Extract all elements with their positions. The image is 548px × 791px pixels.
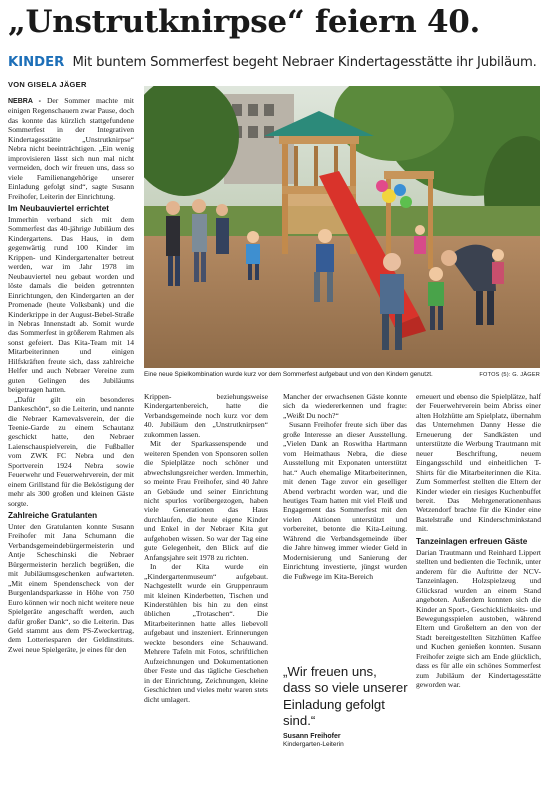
caption-text: Eine neue Spielkombination wurde kurz vor dem Sommerfest aufgebaut und von den Kindern genutzt. <box>144 371 433 378</box>
subheadline-line <box>8 54 543 72</box>
article-column-2 <box>144 392 268 704</box>
article-column-3 <box>283 392 407 581</box>
dateline: NEBRA - <box>8 98 41 105</box>
photo-credit: FOTOS (5): G. JÄGER <box>479 372 540 378</box>
subheading-neubauviertel: Im Neubauviertel errichtet <box>8 203 110 213</box>
quote-text: „Wir freuen uns, dass so viele unserer Einladung gefolgt sind.“ <box>283 664 408 729</box>
photo-caption <box>144 370 540 380</box>
paragraph: Krippen- beziehungsweise Kindergartenbereich, hatte die Verbandsgemeinde noch kurz vor dem 40. Jubiläum den „Unstrutknirpsen“ zukommen lassen. <box>144 392 268 439</box>
subheading-gratulanten: Zahlreiche Gratulanten <box>8 511 98 521</box>
headline: „Unstrutknirpse“ feiern 40. <box>8 4 481 40</box>
paragraph: Darian Trautmann und Reinhard Lippert stellten und bedienten die Technik, unter anderem für die Auftritte der NCV-Tanzeinlagen. Holzspielzeug und Glücksrad wurden an einem Stand angeboten. Außerdem konnten sich die Kinder an Sport-, Geschicklichkeits- und Bewegungsspielen austoben, während Eltern und Großeltern an den von der Stadt bereitgestellten Sitzhütten Kaffee und Kuchen genießen konnten. Susann Freihofer zeigte sich am Ende glücklich, dass es für alle ein schönes Sommerfest zum Jubiläum der Kindertagesstätte geworden war. <box>416 547 541 690</box>
paragraph: Mancher der erwachsenen Gäste konnte sich da wiedererkennen und fragte: „Weißt Du noch?“ <box>283 392 407 420</box>
subheadline: Mit buntem Sommerfest begeht Nebraer Kindertagesstätte ihr Jubiläum. <box>72 55 537 70</box>
section-kicker: KINDER <box>8 55 65 70</box>
playground-photo <box>144 86 540 368</box>
quote-author: Susann Freihofer <box>283 732 341 740</box>
paragraph: In der Kita wurde ein „Kindergartenmuseum“ aufgebaut. Nachgestellt wurde ein Gruppenraum mit kleinen Kinderbetten, Tischen und Kinderstühlen bis hin zu den einst üblichen „Trotaschen“. Die Mitarbeiterinnen hatte alles liebevoll aufgebaut und inszeniert. Erinnerungen weckte besonders eine Schauwand. Mehrere Tafeln mit Fotos, schriftlichen Aufzeichnungen und Dokumentationen über Feste und das tägliche Geschehen in der Einrichtung, Zeichnungen, kleine Geschichten und vieles mehr waren stets dicht umlagert. <box>144 562 268 704</box>
pull-quote <box>283 664 408 749</box>
paragraph: Unter den Gratulanten konnte Susann Freihofer mit Jana Schumann die Verbandsgemeindebürgermeisterin und Antje Scheschinski die Nebraer Bürgermeisterin herzlich begrüßen, die mit Jubiläumsgeschenken aufwarteten. „Mit einem Spendenscheck von der Burgenlandsparkasse in Höhe von 750 Euro können wir noch nicht weitere neue Spielgeräte angeschafft werden, auch dafür großer Dank“, so die Leiterin. Das Geld stammt aus dem PS-Zweckertrag, dem Lotteriesparen der Geldinstituts. Zwei neue Spielgeräte, je eines für den <box>8 522 134 654</box>
paragraph-intro-text: Der Sommer machte mit einigen Regenschauern zwar Pause, doch das konnte das kürzlich stattgefundene Sommerfest in der Integrativen Kindertagesstätte „Unstrutknirpse“ Nebra nicht beeinträchtigen. „Ein wenig improvisieren lässt sich nun mal nicht vermeiden, doch wir freuen uns, dass so viele Familienangehörige unserer Einladung gefolgt sind“, sagte Susann Freihofer, Leiterin der Einrichtung. <box>8 96 134 201</box>
article-column-4 <box>416 392 541 690</box>
byline: VON GISELA JÄGER <box>8 80 87 89</box>
paragraph: Susann Freihofer freute sich über das große Interesse an dieser Ausstellung. „Vielen Dank an Roswitha Hartmann vom Heimathaus Nebra, die diese Ausstellung mit Exponaten unterstützt hat.“ Auch ehemalige Mitarbeiterinnen, mit denen Tage zuvor ein geselliger Abend verbracht worden war, und die heutiges Team hatten mit viel Fleiß und Engagement das Sommerfest mit den vielen Aktionen unterstützt und vorbereitet, betonte die Kita-Leitung. Während die Verbandsgemeinde über die Jahre hinweg immer wieder Geld in Modernisierung und Sanierung der Einrichtung investierte, jüngst wurden die Fußwege im Kita-Bereich <box>283 420 407 581</box>
paragraph-intro <box>8 96 134 201</box>
paragraph: Mit der Sparkassenspende und weiteren Spenden von Sponsoren sollen die Spielplätze noch schöner und abwechslungsreicher werden. Immerhin, so meinte Frau Freihofer, sind 40 Jahre an Gebäude und seiner Einrichtung nicht spurlos vorübergezogen, haben viele Generationen das Haus durchlaufen, die heute eigene Kinder und Enkel in der Nebraer Kita gut aufgehoben wissen. So war der Tag eine gute Gelegenheit, den Blick auf die Anfangsjahre seit 1978 zu richten. <box>144 439 268 562</box>
paragraph: erneuert und ebenso die Spielplätze, half der Feuerwehrverein beim Abriss einer alten Holzhütte am Spielplatz, übernahm das Unternehmen Danny Hesse die Erneuerung der Sandkästen und unterstützte die Werbung Trautmann mit neuer Beschriftung, neuem Eingangsschild und einheitlichen T-Shirts für die Mitarbeiterinnen die Kita. Zum Sommerfest stellten die Eltern der Kinder wieder ein riesiges Kuchenbuffet bereit. Das Mehrgenerationenhaus Wetzendorf brachte für die Kinder eine Bastelstraße und Kinderschminkstand mit. <box>416 392 541 534</box>
paragraph: „Dafür gilt ein besonderes Dankeschön“, so die Leiterin, und nannte die Nebraer Karnevalsverein, der die Teenie-Garde zu einem Schautanz geschickt hatte, den Nebraer Laienschauspielverein, die Fußballer vom ZWK FC Nebra und den Sportverein 1924 Nebra sowie Feuerwehr und Feuerwehrverein, der mit einem Grillstand für die Beköstigung der mehr als 300 großen und kleinen Gäste sorgte. <box>8 394 134 508</box>
paragraph: Immerhin verband sich mit dem Sommerfest das 40-jährige Jubiläum des Kindergartens. Das Haus, in dem gegenwärtig rund 100 Kinder im Krippen- und Kindergartenalter betreut werden, war im Jahr 1978 im Neubauviertel neu gebaut worden und löste damals die beiden getrennten Einrichtungen, den Kindergarten an der Promenade (heute Volksbank) und die Kinderkrippe in der August-Bebel-Straße in Nebras Innenstadt ab. Somit wurde das Sommerfest in größerem Rahmen als sonst gefeiert. Das Kita-Team mit 14 Mitarbeiterinnen und einigen Hilfskräften freute sich, dass zahlreiche Helfer und auch Nebraer Vereine zum guten Gelingen des Jubiläums beigetragen hatten. <box>8 214 134 395</box>
subheading-tanzeinlagen: Tanzeinlagen erfreuen Gäste <box>416 536 528 546</box>
article-column-1 <box>8 96 134 654</box>
quote-role: Kindergarten-Leiterin <box>283 741 344 749</box>
